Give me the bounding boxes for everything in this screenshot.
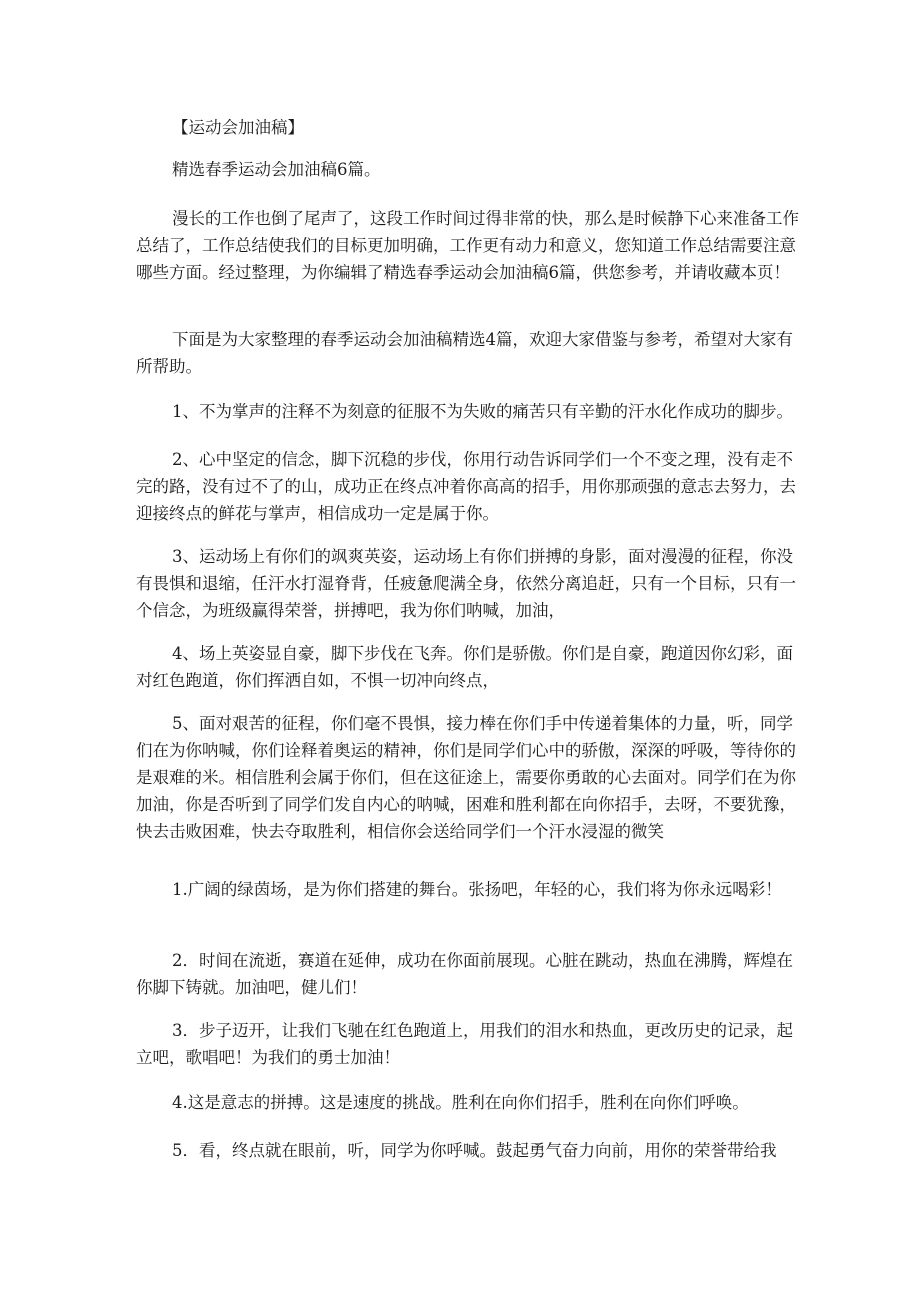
item-paragraph-1: 1、不为掌声的注释不为刻意的征服不为失败的痛苦只有辛勤的汗水化作成功的脚步。 [172,402,793,421]
cheer-item-5: 5．看，终点就在眼前，听，同学为你呼喊。鼓起勇气奋力向前，用你的荣誉带给我 [172,1141,777,1160]
cheer-item-1: 1.广阔的绿茵场，是为你们搭建的舞台。张扬吧，年轻的心，我们将为你永远喝彩！ [172,880,782,899]
lead-paragraph: 下面是为大家整理的春季运动会加油稿精选4篇，欢迎大家借鉴与参考，希望对大家有所帮助。 [136,330,793,376]
intro-paragraph: 漫长的工作也倒了尾声了，这段工作时间过得非常的快，那么是时候静下心来准备工作总结了，工作总结使我们的目标更加明确，工作更有动力和意义，您知道工作总结需要注意哪些方面。经过整理，为你编辑了精选春季运动会加油稿6篇，供您参考，并请收藏本页！ [136,209,799,282]
item-paragraph-2: 2、心中坚定的信念，脚下沉稳的步伐，你用行动告诉同学们一个不变之理，没有走不完的路，没有过不了的山，成功正在终点冲着你高高的招手，用你那顽强的意志去努力，去迎接终点的鲜花与掌声，相信成功一定是属于你。 [136,450,796,523]
subtitle-paragraph: 精选春季运动会加油稿6篇。 [172,160,381,179]
item-paragraph-4: 4、场上英姿显自豪，脚下步伐在飞奔。你们是骄傲。你们是自豪，跑道因你幻彩，面对红色跑道，你们挥洒自如，不惧一切冲向终点， [136,644,793,690]
cheer-item-4: 4.这是意志的拼搏。这是速度的挑战。胜利在向你们招手，胜利在向你们呼唤。 [172,1093,749,1112]
cheer-item-2: 2．时间在流逝，赛道在延伸，成功在你面前展现。心脏在跳动，热血在沸腾，辉煌在你脚下铸就。加油吧，健儿们！ [136,951,793,997]
document-heading: 【运动会加油稿】 [172,118,304,137]
cheer-item-3: 3．步子迈开，让我们飞驰在红色跑道上，用我们的泪水和热血，更改历史的记录，起立吧，歌唱吧！为我们的勇士加油！ [136,1021,793,1067]
item-paragraph-5: 5、面对艰苦的征程，你们毫不畏惧，接力棒在你们手中传递着集体的力量，听，同学们在为你呐喊，你们诠释着奥运的精神，你们是同学们心中的骄傲，深深的呼吸，等待你的是艰难的米。相信胜利会属于你们，但在这征途上，需要你勇敢的心去面对。同学们在为你加油，你是否听到了同学们发自内心的呐喊，困难和胜利都在向你招手，去呀，不要犹豫，快去击败困难，快去夺取胜利，相信你会送给同学们一个汗水浸湿的微笑 [136,714,796,841]
item-paragraph-3: 3、运动场上有你们的飒爽英姿，运动场上有你们拼搏的身影，面对漫漫的征程，你没有畏惧和退缩，任汗水打湿脊背，任疲惫爬满全身，依然分离追赶，只有一个目标，只有一个信念，为班级赢得荣誉，拼搏吧，我为你们呐喊，加油， [136,547,796,620]
